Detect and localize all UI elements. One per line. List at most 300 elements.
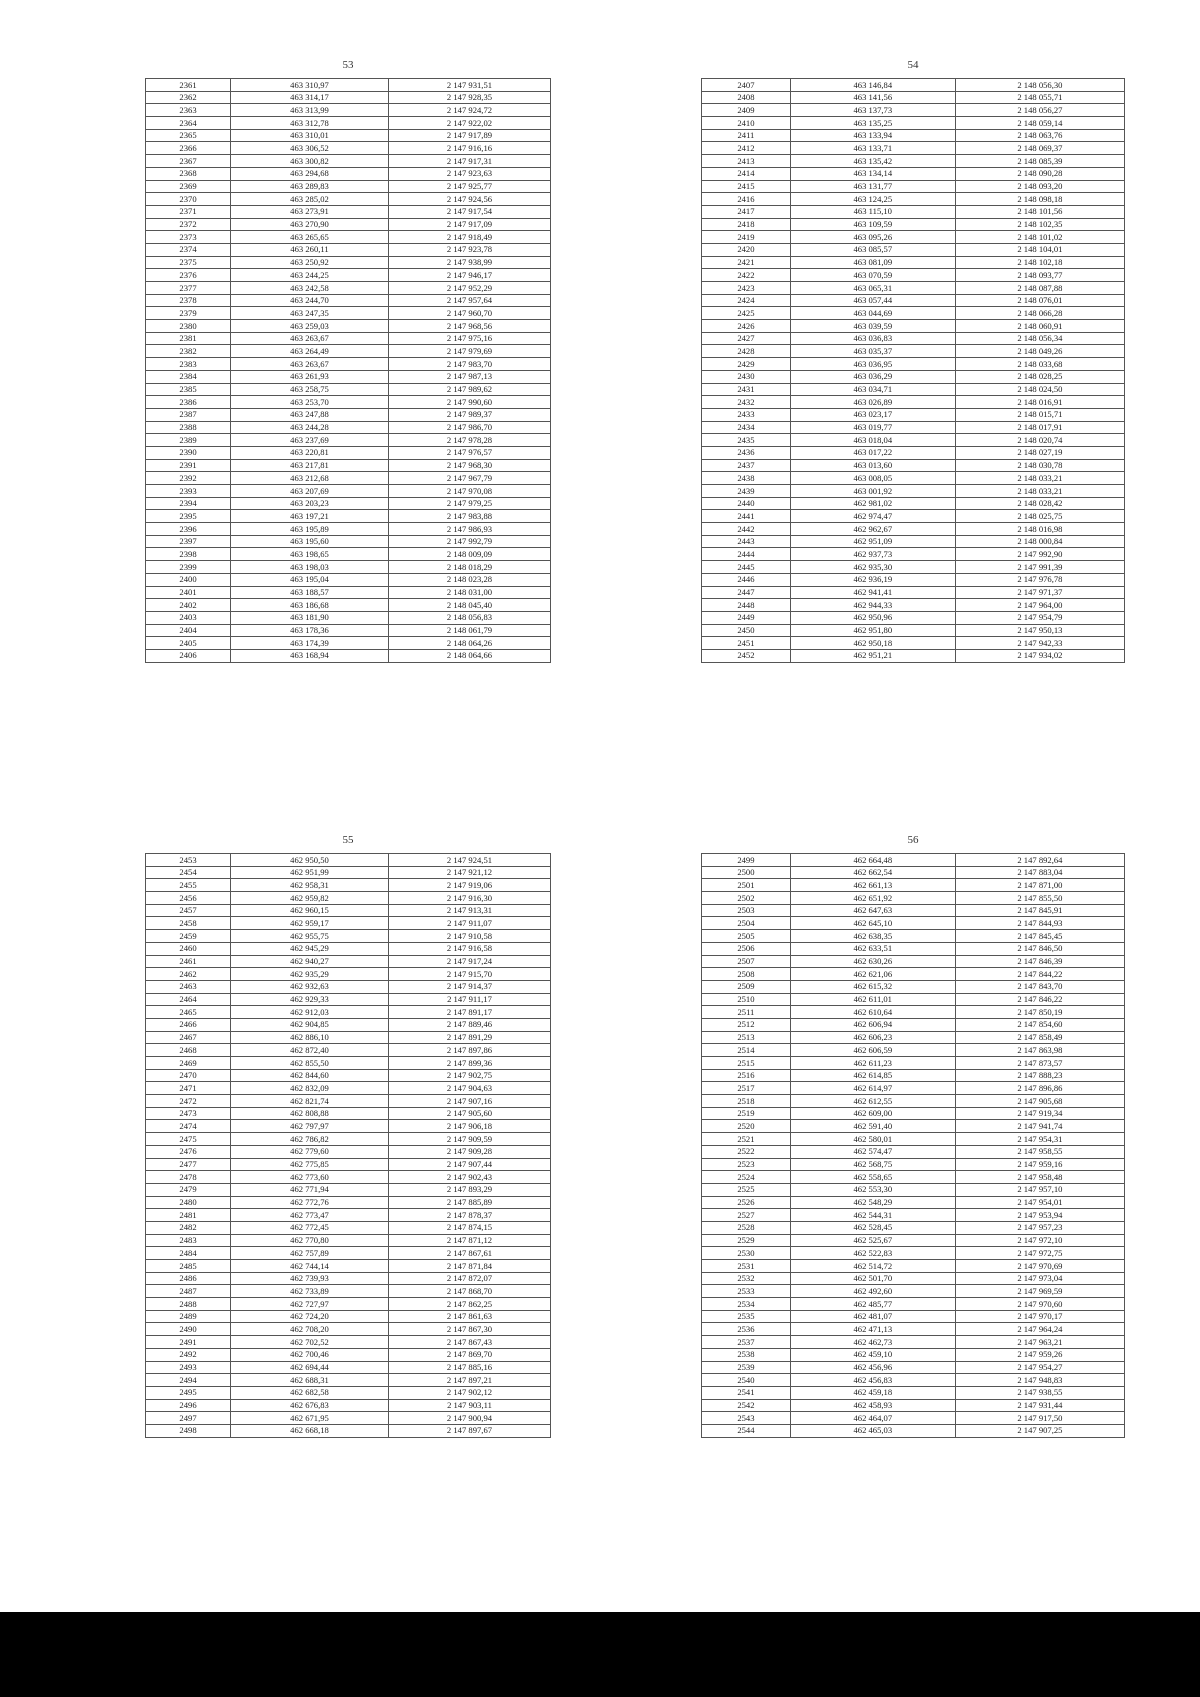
y-coordinate-cell: 2 147 931,51 <box>388 79 550 92</box>
y-coordinate-cell: 2 147 992,79 <box>388 535 550 548</box>
point-number-cell: 2535 <box>702 1310 791 1323</box>
y-coordinate-cell: 2 147 917,31 <box>388 155 550 168</box>
table-row <box>702 1171 1125 1184</box>
point-number-cell: 2366 <box>146 142 231 155</box>
point-number-cell: 2401 <box>146 586 231 599</box>
point-number-cell: 2474 <box>146 1120 231 1133</box>
x-coordinate-cell: 463 036,29 <box>790 370 955 383</box>
x-coordinate-cell: 463 247,35 <box>231 307 389 320</box>
point-number-cell: 2479 <box>146 1183 231 1196</box>
x-coordinate-cell: 462 645,10 <box>790 917 955 930</box>
table-row <box>146 1057 551 1070</box>
point-number-cell: 2529 <box>702 1234 791 1247</box>
x-coordinate-cell: 463 300,82 <box>231 155 389 168</box>
point-number-cell: 2433 <box>702 408 791 421</box>
table-row <box>146 1260 551 1273</box>
y-coordinate-cell: 2 148 028,25 <box>955 370 1124 383</box>
point-number-cell: 2469 <box>146 1057 231 1070</box>
y-coordinate-cell: 2 147 916,30 <box>388 892 550 905</box>
y-coordinate-cell: 2 147 990,60 <box>388 396 550 409</box>
point-number-cell: 2518 <box>702 1095 791 1108</box>
x-coordinate-cell: 462 797,97 <box>231 1120 389 1133</box>
table-row <box>146 79 551 92</box>
y-coordinate-cell: 2 148 049,26 <box>955 345 1124 358</box>
point-number-cell: 2483 <box>146 1234 231 1247</box>
table-row <box>146 1044 551 1057</box>
point-number-cell: 2415 <box>702 180 791 193</box>
point-number-cell: 2476 <box>146 1145 231 1158</box>
y-coordinate-cell: 2 148 093,77 <box>955 269 1124 282</box>
table-row <box>702 345 1125 358</box>
y-coordinate-cell: 2 147 905,60 <box>388 1107 550 1120</box>
y-coordinate-cell: 2 147 987,13 <box>388 370 550 383</box>
table-row <box>702 472 1125 485</box>
table-row <box>702 1361 1125 1374</box>
table-row <box>146 1285 551 1298</box>
x-coordinate-cell: 462 638,35 <box>790 930 955 943</box>
x-coordinate-cell: 463 198,03 <box>231 561 389 574</box>
x-coordinate-cell: 463 263,67 <box>231 332 389 345</box>
y-coordinate-cell: 2 147 867,61 <box>388 1247 550 1260</box>
point-number-cell: 2541 <box>702 1386 791 1399</box>
x-coordinate-cell: 462 525,67 <box>790 1234 955 1247</box>
table-row <box>146 1107 551 1120</box>
point-number-cell: 2398 <box>146 548 231 561</box>
x-coordinate-cell: 463 242,58 <box>231 282 389 295</box>
y-coordinate-cell: 2 147 924,51 <box>388 854 550 867</box>
scan-border <box>0 1612 1200 1697</box>
y-coordinate-cell: 2 147 846,39 <box>955 955 1124 968</box>
y-coordinate-cell: 2 147 846,50 <box>955 942 1124 955</box>
y-coordinate-cell: 2 147 918,49 <box>388 231 550 244</box>
y-coordinate-cell: 2 148 055,71 <box>955 91 1124 104</box>
page-number: 56 <box>907 834 919 846</box>
x-coordinate-cell: 463 135,25 <box>790 117 955 130</box>
table-row <box>702 167 1125 180</box>
x-coordinate-cell: 463 013,60 <box>790 459 955 472</box>
point-number-cell: 2537 <box>702 1336 791 1349</box>
table-row <box>702 180 1125 193</box>
y-coordinate-cell: 2 147 953,94 <box>955 1209 1124 1222</box>
y-coordinate-cell: 2 147 942,33 <box>955 637 1124 650</box>
x-coordinate-cell: 463 244,25 <box>231 269 389 282</box>
x-coordinate-cell: 462 553,30 <box>790 1183 955 1196</box>
table-row <box>702 1221 1125 1234</box>
table-row <box>146 1171 551 1184</box>
x-coordinate-cell: 463 026,89 <box>790 396 955 409</box>
point-number-cell: 2409 <box>702 104 791 117</box>
table-row <box>146 904 551 917</box>
page-56 <box>701 834 1125 1438</box>
x-coordinate-cell: 462 614,85 <box>790 1069 955 1082</box>
y-coordinate-cell: 2 148 056,30 <box>955 79 1124 92</box>
x-coordinate-cell: 462 951,99 <box>231 866 389 879</box>
point-number-cell: 2533 <box>702 1285 791 1298</box>
x-coordinate-cell: 462 932,63 <box>231 980 389 993</box>
x-coordinate-cell: 463 273,91 <box>231 205 389 218</box>
table-row <box>702 968 1125 981</box>
table-row <box>702 611 1125 624</box>
point-number-cell: 2454 <box>146 866 231 879</box>
x-coordinate-cell: 462 465,03 <box>790 1424 955 1437</box>
y-coordinate-cell: 2 147 913,31 <box>388 904 550 917</box>
x-coordinate-cell: 463 265,65 <box>231 231 389 244</box>
point-number-cell: 2530 <box>702 1247 791 1260</box>
x-coordinate-cell: 462 940,27 <box>231 955 389 968</box>
x-coordinate-cell: 462 485,77 <box>790 1298 955 1311</box>
table-row <box>702 294 1125 307</box>
page-55 <box>145 834 551 1438</box>
y-coordinate-cell: 2 147 992,90 <box>955 548 1124 561</box>
table-row <box>146 269 551 282</box>
table-row <box>146 1158 551 1171</box>
y-coordinate-cell: 2 148 061,79 <box>388 624 550 637</box>
x-coordinate-cell: 462 886,10 <box>231 1031 389 1044</box>
table-row <box>146 142 551 155</box>
table-row <box>146 1018 551 1031</box>
y-coordinate-cell: 2 148 056,27 <box>955 104 1124 117</box>
x-coordinate-cell: 463 095,26 <box>790 231 955 244</box>
table-row <box>702 1069 1125 1082</box>
coordinates-table <box>145 78 551 663</box>
x-coordinate-cell: 462 904,85 <box>231 1018 389 1031</box>
x-coordinate-cell: 462 951,21 <box>790 649 955 662</box>
x-coordinate-cell: 463 036,83 <box>790 332 955 345</box>
x-coordinate-cell: 463 314,17 <box>231 91 389 104</box>
x-coordinate-cell: 463 259,03 <box>231 320 389 333</box>
point-number-cell: 2442 <box>702 523 791 536</box>
x-coordinate-cell: 462 548,29 <box>790 1196 955 1209</box>
point-number-cell: 2496 <box>146 1399 231 1412</box>
y-coordinate-cell: 2 147 902,75 <box>388 1069 550 1082</box>
table-row <box>702 205 1125 218</box>
point-number-cell: 2443 <box>702 535 791 548</box>
table-row <box>146 282 551 295</box>
table-row <box>702 1348 1125 1361</box>
x-coordinate-cell: 462 694,44 <box>231 1361 389 1374</box>
y-coordinate-cell: 2 147 973,04 <box>955 1272 1124 1285</box>
x-coordinate-cell: 463 039,59 <box>790 320 955 333</box>
y-coordinate-cell: 2 147 986,70 <box>388 421 550 434</box>
y-coordinate-cell: 2 147 855,50 <box>955 892 1124 905</box>
table-row <box>702 155 1125 168</box>
table-row <box>702 1158 1125 1171</box>
y-coordinate-cell: 2 148 090,28 <box>955 167 1124 180</box>
y-coordinate-cell: 2 147 868,70 <box>388 1285 550 1298</box>
table-row <box>702 231 1125 244</box>
point-number-cell: 2499 <box>702 854 791 867</box>
table-row <box>146 1095 551 1108</box>
x-coordinate-cell: 462 611,23 <box>790 1057 955 1070</box>
point-number-cell: 2378 <box>146 294 231 307</box>
point-number-cell: 2393 <box>146 485 231 498</box>
table-row <box>146 180 551 193</box>
table-row <box>146 320 551 333</box>
y-coordinate-cell: 2 147 873,57 <box>955 1057 1124 1070</box>
point-number-cell: 2369 <box>146 180 231 193</box>
table-row <box>146 104 551 117</box>
y-coordinate-cell: 2 147 858,49 <box>955 1031 1124 1044</box>
coordinates-table <box>145 853 551 1438</box>
y-coordinate-cell: 2 147 917,50 <box>955 1412 1124 1425</box>
point-number-cell: 2472 <box>146 1095 231 1108</box>
table-row <box>702 1234 1125 1247</box>
table-row <box>702 892 1125 905</box>
y-coordinate-cell: 2 148 027,19 <box>955 446 1124 459</box>
y-coordinate-cell: 2 147 867,30 <box>388 1323 550 1336</box>
table-row <box>146 1272 551 1285</box>
point-number-cell: 2460 <box>146 942 231 955</box>
y-coordinate-cell: 2 148 016,98 <box>955 523 1124 536</box>
y-coordinate-cell: 2 147 906,18 <box>388 1120 550 1133</box>
point-number-cell: 2422 <box>702 269 791 282</box>
table-row <box>146 332 551 345</box>
x-coordinate-cell: 462 771,94 <box>231 1183 389 1196</box>
x-coordinate-cell: 463 195,89 <box>231 523 389 536</box>
x-coordinate-cell: 463 237,69 <box>231 434 389 447</box>
table-row <box>146 307 551 320</box>
point-number-cell: 2488 <box>146 1298 231 1311</box>
x-coordinate-cell: 463 070,59 <box>790 269 955 282</box>
table-row <box>702 370 1125 383</box>
y-coordinate-cell: 2 147 902,12 <box>388 1386 550 1399</box>
point-number-cell: 2456 <box>146 892 231 905</box>
point-number-cell: 2534 <box>702 1298 791 1311</box>
y-coordinate-cell: 2 147 950,13 <box>955 624 1124 637</box>
x-coordinate-cell: 463 253,70 <box>231 396 389 409</box>
table-row <box>146 1209 551 1222</box>
x-coordinate-cell: 463 081,09 <box>790 256 955 269</box>
table-row <box>702 955 1125 968</box>
point-number-cell: 2459 <box>146 930 231 943</box>
y-coordinate-cell: 2 147 969,59 <box>955 1285 1124 1298</box>
table-row <box>702 1044 1125 1057</box>
x-coordinate-cell: 462 962,67 <box>790 523 955 536</box>
table-row <box>146 548 551 561</box>
y-coordinate-cell: 2 147 921,12 <box>388 866 550 879</box>
table-row <box>146 485 551 498</box>
table-row <box>146 1120 551 1133</box>
x-coordinate-cell: 463 244,70 <box>231 294 389 307</box>
table-row <box>146 624 551 637</box>
x-coordinate-cell: 462 464,07 <box>790 1412 955 1425</box>
x-coordinate-cell: 463 109,59 <box>790 218 955 231</box>
table-row <box>146 218 551 231</box>
point-number-cell: 2494 <box>146 1374 231 1387</box>
point-number-cell: 2361 <box>146 79 231 92</box>
x-coordinate-cell: 463 198,65 <box>231 548 389 561</box>
table-row <box>702 320 1125 333</box>
table-row <box>702 586 1125 599</box>
table-row <box>146 167 551 180</box>
point-number-cell: 2453 <box>146 854 231 867</box>
x-coordinate-cell: 462 456,83 <box>790 1374 955 1387</box>
table-row <box>702 904 1125 917</box>
x-coordinate-cell: 462 935,29 <box>231 968 389 981</box>
point-number-cell: 2506 <box>702 942 791 955</box>
point-number-cell: 2411 <box>702 129 791 142</box>
point-number-cell: 2502 <box>702 892 791 905</box>
x-coordinate-cell: 463 220,81 <box>231 446 389 459</box>
y-coordinate-cell: 2 148 102,18 <box>955 256 1124 269</box>
table-row <box>146 1424 551 1437</box>
table-row <box>146 205 551 218</box>
table-row <box>702 637 1125 650</box>
y-coordinate-cell: 2 147 954,27 <box>955 1361 1124 1374</box>
point-number-cell: 2392 <box>146 472 231 485</box>
table-row <box>146 980 551 993</box>
point-number-cell: 2491 <box>146 1336 231 1349</box>
x-coordinate-cell: 462 633,51 <box>790 942 955 955</box>
y-coordinate-cell: 2 147 919,34 <box>955 1107 1124 1120</box>
y-coordinate-cell: 2 147 946,17 <box>388 269 550 282</box>
point-number-cell: 2484 <box>146 1247 231 1260</box>
y-coordinate-cell: 2 147 903,11 <box>388 1399 550 1412</box>
y-coordinate-cell: 2 148 000,84 <box>955 535 1124 548</box>
table-row <box>146 294 551 307</box>
y-coordinate-cell: 2 147 845,91 <box>955 904 1124 917</box>
table-row <box>702 1424 1125 1437</box>
x-coordinate-cell: 462 912,03 <box>231 1006 389 1019</box>
y-coordinate-cell: 2 147 923,63 <box>388 167 550 180</box>
table-row <box>702 1095 1125 1108</box>
y-coordinate-cell: 2 147 910,58 <box>388 930 550 943</box>
y-coordinate-cell: 2 147 891,29 <box>388 1031 550 1044</box>
point-number-cell: 2513 <box>702 1031 791 1044</box>
y-coordinate-cell: 2 147 863,98 <box>955 1044 1124 1057</box>
table-row <box>702 1399 1125 1412</box>
y-coordinate-cell: 2 147 970,08 <box>388 485 550 498</box>
table-row <box>146 993 551 1006</box>
x-coordinate-cell: 463 260,11 <box>231 243 389 256</box>
x-coordinate-cell: 462 808,88 <box>231 1107 389 1120</box>
table-row <box>146 535 551 548</box>
point-number-cell: 2400 <box>146 573 231 586</box>
x-coordinate-cell: 462 959,17 <box>231 917 389 930</box>
point-number-cell: 2522 <box>702 1145 791 1158</box>
table-row <box>146 1399 551 1412</box>
y-coordinate-cell: 2 147 885,16 <box>388 1361 550 1374</box>
point-number-cell: 2503 <box>702 904 791 917</box>
table-row <box>146 243 551 256</box>
page-number: 55 <box>342 834 354 846</box>
y-coordinate-cell: 2 147 854,60 <box>955 1018 1124 1031</box>
point-number-cell: 2544 <box>702 1424 791 1437</box>
point-number-cell: 2429 <box>702 358 791 371</box>
point-number-cell: 2439 <box>702 485 791 498</box>
y-coordinate-cell: 2 147 924,56 <box>388 193 550 206</box>
table-row <box>702 1082 1125 1095</box>
point-number-cell: 2437 <box>702 459 791 472</box>
x-coordinate-cell: 462 682,58 <box>231 1386 389 1399</box>
point-number-cell: 2467 <box>146 1031 231 1044</box>
table-row <box>146 1234 551 1247</box>
y-coordinate-cell: 2 147 889,46 <box>388 1018 550 1031</box>
table-row <box>146 459 551 472</box>
table-row <box>146 497 551 510</box>
x-coordinate-cell: 462 951,09 <box>790 535 955 548</box>
y-coordinate-cell: 2 147 896,86 <box>955 1082 1124 1095</box>
table-row <box>146 1336 551 1349</box>
point-number-cell: 2516 <box>702 1069 791 1082</box>
table-row <box>146 193 551 206</box>
table-row <box>146 1412 551 1425</box>
table-row <box>702 256 1125 269</box>
y-coordinate-cell: 2 147 928,35 <box>388 91 550 104</box>
y-coordinate-cell: 2 147 957,10 <box>955 1183 1124 1196</box>
y-coordinate-cell: 2 148 101,02 <box>955 231 1124 244</box>
y-coordinate-cell: 2 147 878,37 <box>388 1209 550 1222</box>
x-coordinate-cell: 463 036,95 <box>790 358 955 371</box>
y-coordinate-cell: 2 147 905,68 <box>955 1095 1124 1108</box>
coordinates-table <box>701 78 1125 663</box>
x-coordinate-cell: 462 501,70 <box>790 1272 955 1285</box>
table-row <box>146 1348 551 1361</box>
table-row <box>146 854 551 867</box>
x-coordinate-cell: 463 310,97 <box>231 79 389 92</box>
x-coordinate-cell: 462 945,29 <box>231 942 389 955</box>
table-row <box>702 1412 1125 1425</box>
table-row <box>146 1323 551 1336</box>
point-number-cell: 2489 <box>146 1310 231 1323</box>
x-coordinate-cell: 462 773,60 <box>231 1171 389 1184</box>
table-row <box>702 854 1125 867</box>
y-coordinate-cell: 2 147 917,09 <box>388 218 550 231</box>
x-coordinate-cell: 462 775,85 <box>231 1158 389 1171</box>
table-row <box>146 446 551 459</box>
y-coordinate-cell: 2 147 931,44 <box>955 1399 1124 1412</box>
point-number-cell: 2480 <box>146 1196 231 1209</box>
table-row <box>702 1336 1125 1349</box>
y-coordinate-cell: 2 147 917,24 <box>388 955 550 968</box>
x-coordinate-cell: 463 181,90 <box>231 611 389 624</box>
x-coordinate-cell: 462 772,76 <box>231 1196 389 1209</box>
y-coordinate-cell: 2 147 925,77 <box>388 180 550 193</box>
table-row <box>702 1196 1125 1209</box>
point-number-cell: 2425 <box>702 307 791 320</box>
point-number-cell: 2365 <box>146 129 231 142</box>
y-coordinate-cell: 2 147 909,59 <box>388 1133 550 1146</box>
table-row <box>702 599 1125 612</box>
point-number-cell: 2490 <box>146 1323 231 1336</box>
x-coordinate-cell: 463 263,67 <box>231 358 389 371</box>
x-coordinate-cell: 463 017,22 <box>790 446 955 459</box>
y-coordinate-cell: 2 147 862,25 <box>388 1298 550 1311</box>
x-coordinate-cell: 462 514,72 <box>790 1260 955 1273</box>
point-number-cell: 2492 <box>146 1348 231 1361</box>
x-coordinate-cell: 462 744,14 <box>231 1260 389 1273</box>
page-number: 53 <box>342 59 354 71</box>
y-coordinate-cell: 2 147 938,55 <box>955 1386 1124 1399</box>
x-coordinate-cell: 462 944,33 <box>790 599 955 612</box>
point-number-cell: 2413 <box>702 155 791 168</box>
y-coordinate-cell: 2 147 954,31 <box>955 1133 1124 1146</box>
point-number-cell: 2458 <box>146 917 231 930</box>
x-coordinate-cell: 462 606,94 <box>790 1018 955 1031</box>
y-coordinate-cell: 2 147 972,10 <box>955 1234 1124 1247</box>
y-coordinate-cell: 2 148 024,50 <box>955 383 1124 396</box>
table-row <box>702 1374 1125 1387</box>
y-coordinate-cell: 2 147 850,19 <box>955 1006 1124 1019</box>
point-number-cell: 2461 <box>146 955 231 968</box>
x-coordinate-cell: 462 462,73 <box>790 1336 955 1349</box>
point-number-cell: 2465 <box>146 1006 231 1019</box>
table-row <box>146 917 551 930</box>
table-row <box>702 421 1125 434</box>
point-number-cell: 2405 <box>146 637 231 650</box>
table-row <box>146 434 551 447</box>
x-coordinate-cell: 462 772,45 <box>231 1221 389 1234</box>
